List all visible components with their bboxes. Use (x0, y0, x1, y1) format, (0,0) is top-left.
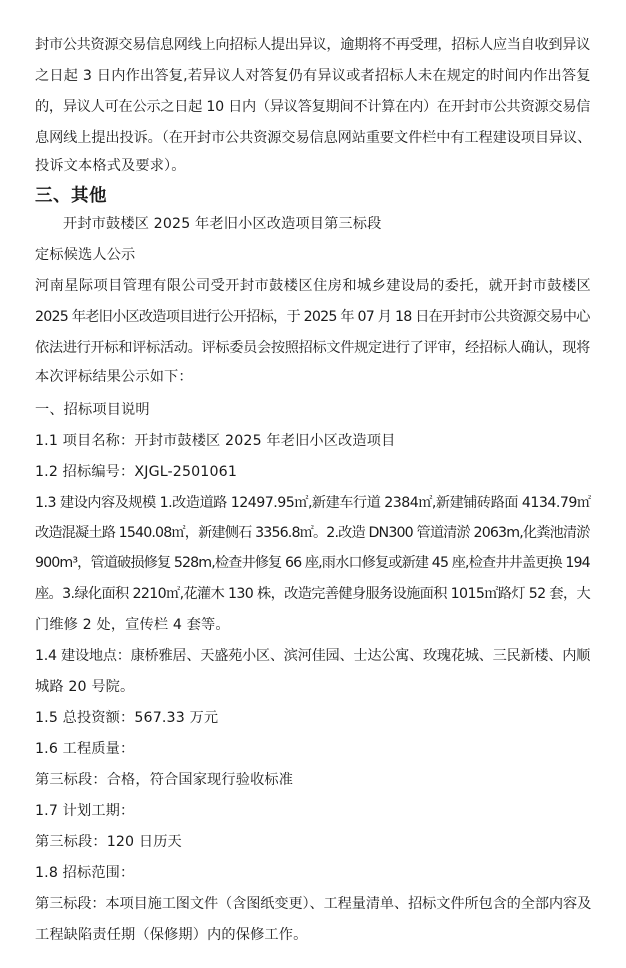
item-range-heading: 1.8 招标范围： (35, 865, 135, 881)
item-scope-line: 900m³，管道破损修复 528m,检查井修复 66 座,雨水口修复或新建 45 座,检查井井盖更换 194 (35, 555, 590, 571)
paragraph-line: 依法进行开标和评标活动。评标委员会按照招标文件规定进行了评审，经招标人确认，现将 (35, 340, 591, 356)
item-location-line: 1.4 建设地点：康桥雅居、天盛苑小区、滨河佳园、士达公寓、玫瑰花城、三民新楼、内顺 (35, 648, 591, 664)
project-title: 开封市鼓楼区 2025 年老旧小区改造项目第三标段 (63, 216, 382, 232)
item-scope-line: 座。3.绿化面积 2210㎡,花灌木 130 株，改造完善健身服务设施面积 1015㎡路灯 52 套，大 (35, 586, 591, 602)
paragraph-line: 封市公共资源交易信息网线上向招标人提出异议，逾期将不再受理，招标人应当自收到异议 (35, 37, 591, 53)
paragraph-line: 之日起 3 日内作出答复,若异议人对答复仍有异议或者招标人未在规定的时间内作出答复 (35, 68, 591, 84)
item-location-line: 城路 20 号院。 (35, 679, 135, 695)
section-heading-other: 三、其他 (35, 186, 107, 206)
item-quality-heading: 1.6 工程质量： (35, 741, 135, 757)
paragraph-line: 息网线上提出投诉。（在开封市公共资源交易信息网站重要文件栏中有工程建设项目异议、 (35, 130, 591, 146)
announcement-title: 定标候选人公示 (35, 247, 136, 263)
paragraph-line: 的，异议人可在公示之日起 10 日内（异议答复期间不计算在内）在开封市公共资源交易信 (35, 99, 591, 115)
item-project-name: 1.1 项目名称：开封市鼓楼区 2025 年老旧小区改造项目 (35, 433, 396, 449)
item-scope-line: 改造混凝土路 1540.08㎡，新建侧石 3356.8㎡。2.改造 DN300 管道清淤 2063m,化粪池清淤 (35, 525, 590, 541)
item-schedule-value: 第三标段：120 日历天 (35, 834, 182, 850)
item-range-line: 第三标段：本项目施工图文件（含图纸变更）、工程量清单、招标文件所包含的全部内容及 (35, 896, 591, 912)
paragraph-line: 本次评标结果公示如下： (35, 369, 193, 385)
section-heading-project-info: 一、招标项目说明 (35, 402, 150, 418)
paragraph-line: 河南星际项目管理有限公司受开封市鼓楼区住房和城乡建设局的委托，就开封市鼓楼区 (35, 278, 591, 294)
item-quality-value: 第三标段：合格，符合国家现行验收标准 (35, 772, 294, 788)
item-scope-line: 1.3 建设内容及规模 1.改造道路 12497.95㎡,新建车行道 2384㎡,新建铺砖路面 4134.79㎡ (35, 495, 591, 511)
item-scope-line: 门维修 2 处，宣传栏 4 套等。 (35, 617, 230, 633)
item-schedule-heading: 1.7 计划工期： (35, 803, 135, 819)
paragraph-line: 2025 年老旧小区改造项目进行公开招标，于 2025 年 07 月 18 日在开封市公共资源交易中心 (35, 309, 590, 325)
item-total-investment: 1.5 总投资额：567.33 万元 (35, 710, 219, 726)
paragraph-line: 投诉文本格式及要求）。 (35, 158, 186, 174)
item-range-line: 工程缺陷责任期（保修期）内的保修工作。 (35, 927, 308, 943)
item-tender-number: 1.2 招标编号：XJGL-2501061 (35, 464, 238, 480)
